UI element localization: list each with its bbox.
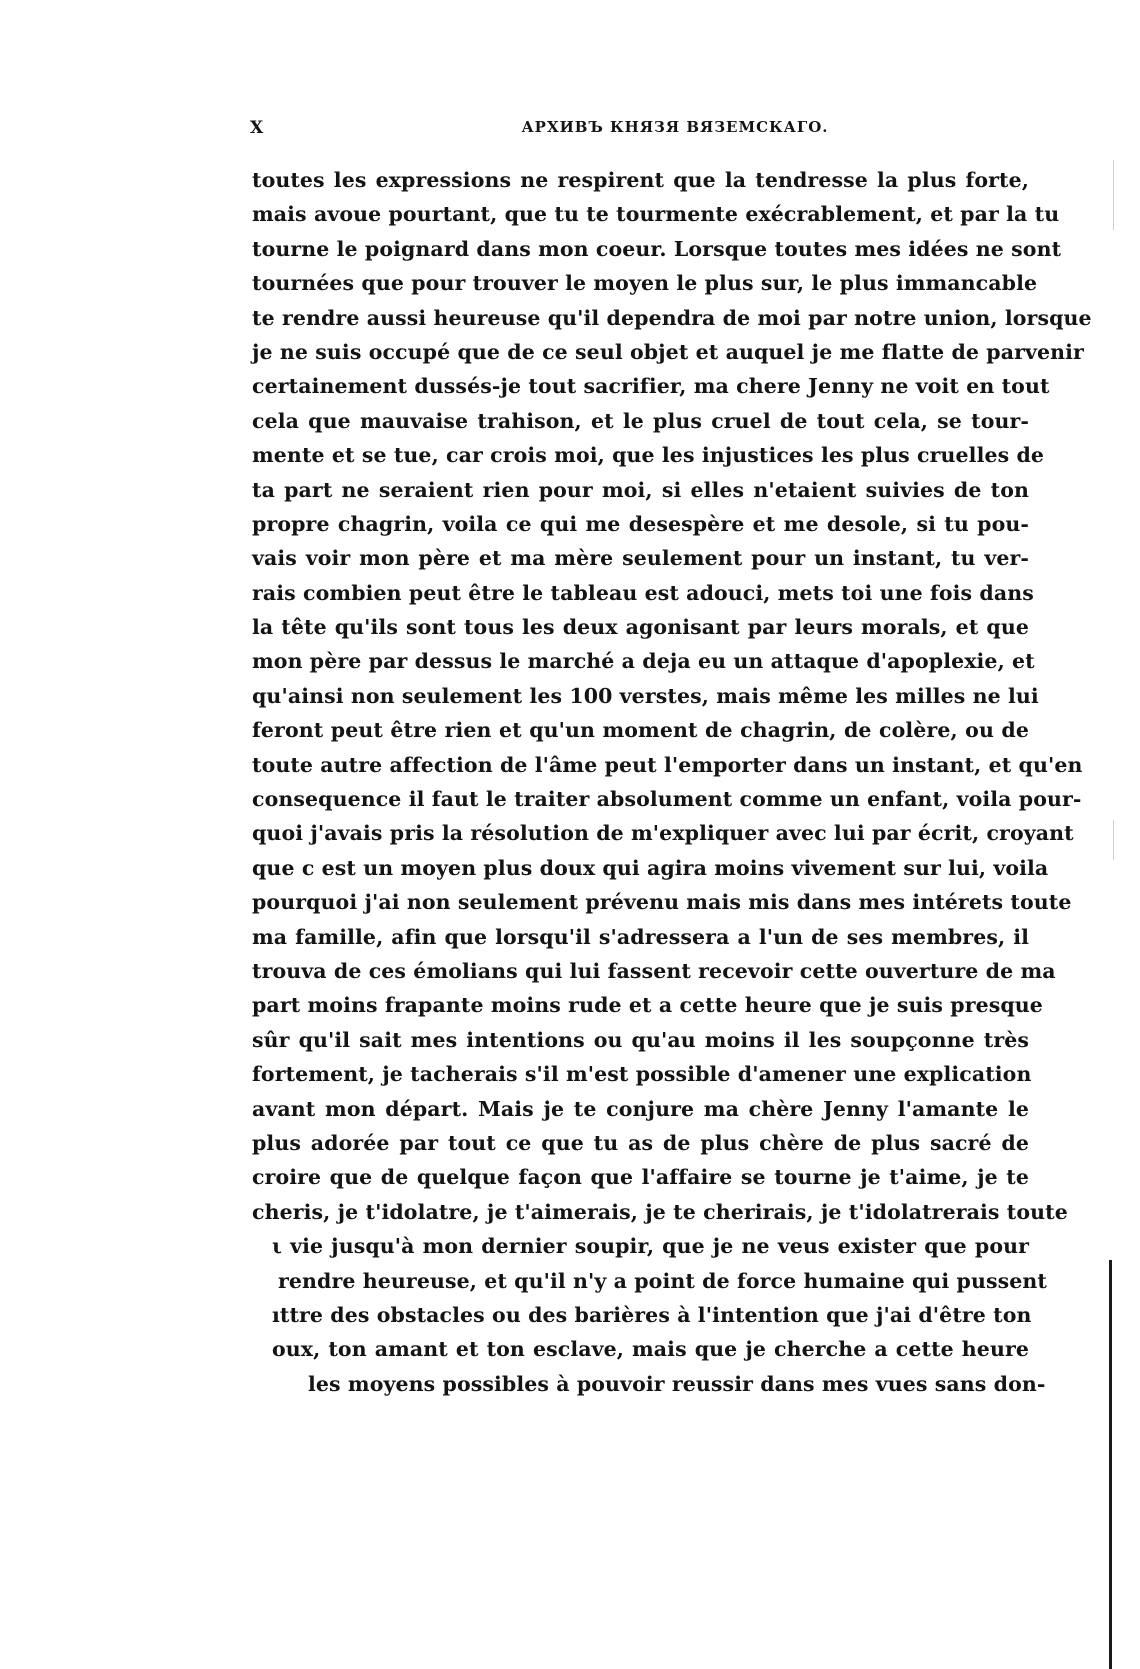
text-line: ta part ne seraient rien pour moi, si elles n'etaient suivies de ton — [252, 477, 1029, 502]
text-line: ι vie jusqu'à mon dernier soupir, que je ne veus exister que pour — [272, 1234, 1029, 1259]
text-line: toute autre affection de l'âme peut l'emporter dans un instant, et qu'en — [252, 752, 1083, 777]
text-line: oux, ton amant et ton esclave, mais que je cherche a cette heure — [272, 1337, 1029, 1362]
text-line: consequence il faut le traiter absolument comme un enfant, voila pour- — [252, 787, 1082, 812]
text-line: part moins frapante moins rude et a cette heure que je suis presque — [252, 993, 1043, 1018]
text-line: qu'ainsi non seulement les 100 verstes, mais même les milles ne lui — [252, 683, 1039, 708]
text-line: que c est un moyen plus doux qui agira moins vivement sur lui, voila — [252, 855, 1049, 880]
text-line: mais avoue pourtant, que tu te tourmente exécrablement, et par la tu — [252, 202, 1060, 227]
text-line: propre chagrin, voila ce qui me desespère et me desole, si tu pou- — [252, 511, 1029, 536]
text-line: toutes les expressions ne respirent que la tendresse la plus forte, — [252, 168, 1029, 192]
text-line: pourquoi j'ai non seulement prévenu mais mis dans mes intérets toute — [252, 890, 1072, 915]
text-line: ma famille, afin que lorsqu'il s'adressera a l'un de ses membres, il — [252, 924, 1029, 949]
text-line: fortement, je tacherais s'il m'est possible d'amener une explication — [252, 1062, 1032, 1087]
text-line: plus adorée par tout ce que tu as de plus chère de plus sacré de — [252, 1130, 1029, 1155]
text-line: vais voir mon père et ma mère seulement pour un instant, tu ver- — [252, 546, 1029, 571]
text-line: rais combien peut être le tableau est adouci, mets toi une fois dans — [252, 580, 1034, 605]
binding-shadow — [1113, 160, 1114, 230]
text-line: tourne le poignard dans mon coeur. Lorsque toutes mes idées ne sont — [252, 236, 1062, 261]
text-line: trouva de ces émolians qui lui fassent recevoir cette ouverture de ma — [252, 958, 1056, 983]
text-line: tournées que pour trouver le moyen le plus sur, le plus immancable — [252, 271, 1038, 296]
text-line: feront peut être rien et qu'un moment de chagrin, de colère, ou de — [252, 718, 1029, 743]
text-line: ıttre des obstacles ou des barières à l'intention que j'ai d'être ton — [272, 1302, 1032, 1327]
text-line: je ne suis occupé que de ce seul objet et auquel je me flatte de parvenir — [252, 339, 1084, 364]
text-line: mente et se tue, car crois moi, que les injustices les plus cruelles de — [252, 443, 1045, 468]
text-line: quoi j'avais pris la résolution de m'expliquer avec lui par écrit, croyant — [252, 821, 1074, 846]
text-line: te rendre aussi heureuse qu'il dependra de moi par notre union, lorsque — [252, 305, 1092, 330]
text-line: croire que de quelque façon que l'affaire se tourne je t'aime, je te — [252, 1165, 1029, 1190]
binding-shadow — [1113, 820, 1114, 860]
text-line: sûr qu'il sait mes intentions ou qu'au moins il les soupçonne très — [252, 1027, 1029, 1052]
binding-edge — [1109, 1260, 1112, 1669]
text-line: cela que mauvaise trahison, et le plus cruel de tout cela, se tour- — [252, 408, 1029, 433]
body-text — [252, 163, 1092, 1401]
text-line: mon père par dessus le marché a deja eu un attaque d'apoplexie, et — [252, 649, 1035, 674]
text-line: la tête qu'ils sont tous les deux agonisant par leurs morals, et que — [252, 615, 1029, 640]
running-title: АРХИВЪ КНЯЗЯ ВЯЗЕМСКАГО. — [521, 118, 829, 136]
page-number: X — [250, 118, 264, 138]
text-line: avant mon départ. Mais je te conjure ma chère Jenny l'amante le — [252, 1096, 1029, 1121]
running-head — [250, 118, 1030, 142]
text-line: rendre heureuse, et qu'il n'y a point de force humaine qui pussent — [278, 1268, 1047, 1293]
text-line: les moyens possibles à pouvoir reussir dans mes vues sans don- — [308, 1371, 1046, 1396]
text-line: certainement dussés-je tout sacrifier, ma chere Jenny ne voit en tout — [252, 374, 1050, 399]
text-line: cheris, je t'idolatre, je t'aimerais, je te cherirais, je t'idolatrerais toute — [252, 1199, 1068, 1224]
